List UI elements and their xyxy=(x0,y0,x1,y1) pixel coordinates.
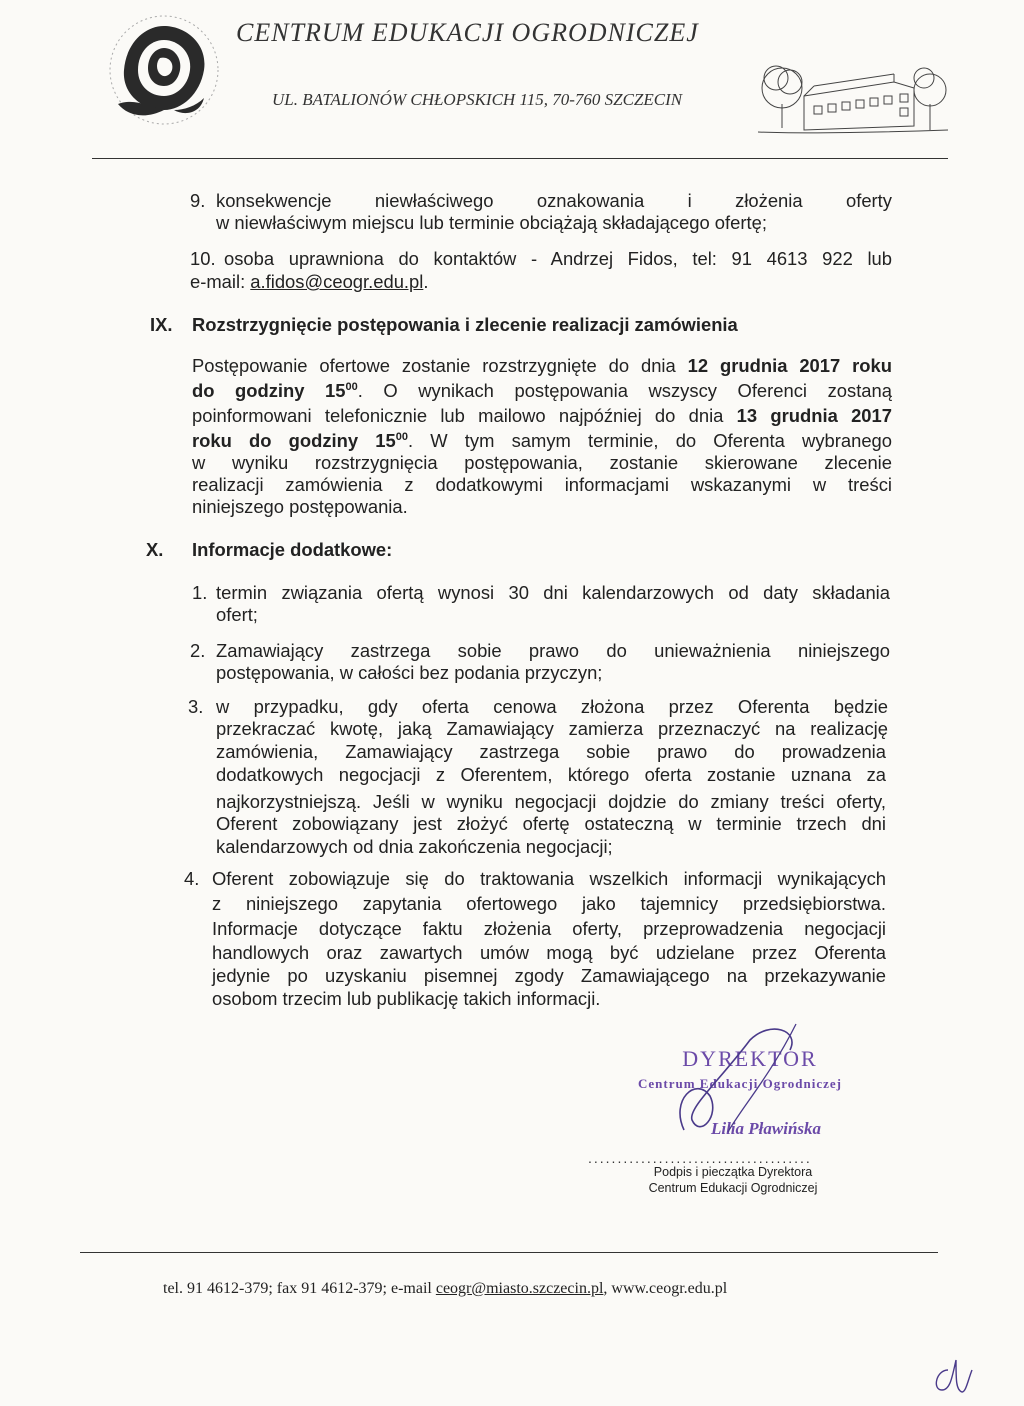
organization-name: CENTRUM EDUKACJI OGRODNICZEJ xyxy=(236,18,699,47)
school-building-drawing xyxy=(754,48,950,144)
paragraph-line: poinformowani telefonicznie lub mailowo najpóźniej do dnia 13 grudnia 2017 xyxy=(192,405,892,426)
stamp-name: Lilia Pławińska xyxy=(710,1119,822,1138)
list-item-number: 9. xyxy=(190,190,206,211)
paragraph-line: Postępowanie ofertowe zostanie rozstrzygnięte do dnia 12 grudnia 2017 roku xyxy=(192,355,892,376)
footer-divider xyxy=(80,1252,938,1253)
section-title: Informacje dodatkowe: xyxy=(192,539,393,560)
list-item-text: Oferent zobowiązuje się do traktowania wszelkich informacji wynikających xyxy=(212,868,886,889)
list-item-text: przekraczać kwotę, jaką Zamawiający zamierza przeznaczyć na realizację xyxy=(216,718,888,739)
section-number: X. xyxy=(146,539,164,560)
signature-caption: Podpis i pieczątka Dyrektora Centrum Edukacji Ogrodniczej xyxy=(648,1165,818,1195)
section-number: IX. xyxy=(150,314,173,335)
list-item-text: dodatkowych negocjacji z Oferentem, którego oferta zostanie uznana za xyxy=(216,764,886,785)
handwritten-initials xyxy=(926,1350,986,1398)
paragraph-line: w wyniku rozstrzygnięcia postępowania, zostanie skierowane zlecenie xyxy=(192,452,892,473)
rose-logo xyxy=(104,14,226,126)
list-item-text: osobom trzecim lub publikację takich informacji. xyxy=(212,988,601,1009)
list-item-text: postępowania, w całości bez podania przyczyn; xyxy=(216,662,603,683)
paragraph-line: realizacji zamówienia z dodatkowymi informacjami wskazanymi w treści xyxy=(192,474,892,495)
header-divider xyxy=(92,158,948,159)
list-item-number: 4. xyxy=(184,868,200,889)
list-item-text: najkorzystniejszą. Jeśli w wyniku negocjacji dojdzie do zmiany treści oferty, xyxy=(216,791,886,812)
list-item-number: 2. xyxy=(190,640,206,661)
list-item-text: kalendarzowych od dnia zakończenia negocjacji; xyxy=(216,836,613,857)
director-stamp xyxy=(600,1020,860,1150)
paragraph-line: do godziny $15^{00}$. O wynikach postępowania wszyscy Oferenci zostaną xyxy=(192,380,892,402)
list-item-text: z niniejszego zapytania ofertowego jako tajemnicy przedsiębiorstwa. xyxy=(212,893,886,914)
footer-contact: tel. 91 4612-379; fax 91 4612-379; e-mail ceogr@miasto.szczecin.pl, www.ceogr.edu.pl xyxy=(163,1280,728,1297)
contact-email-link[interactable]: a.fidos@ceogr.edu.pl xyxy=(250,271,424,292)
list-item-text: Oferent zobowiązany jest złożyć ofertę ostateczną w terminie trzech dni xyxy=(216,813,886,834)
list-item-text: zamówienia, Zamawiający zastrzega sobie prawo do prowadzenia xyxy=(216,741,886,762)
list-item-text: e-mail: a.fidos@ceogr.edu.pl. xyxy=(190,271,429,292)
list-item-text: Informacje dotyczące faktu złożenia oferty, przeprowadzenia negocjacji xyxy=(212,918,886,939)
stamp-title: DYREKTOR xyxy=(682,1046,818,1071)
footer-email-link[interactable]: ceogr@miasto.szczecin.pl xyxy=(435,1280,604,1297)
section-title: Rozstrzygnięcie postępowania i zlecenie realizacji zamówienia xyxy=(192,314,738,335)
list-item-text: handlowych oraz zawartych umów mogą być udzielane przez Oferenta xyxy=(212,942,886,963)
signature-line: ...................................... xyxy=(588,1150,812,1166)
list-item-number: 3. xyxy=(188,696,204,717)
list-item-text: konsekwencje niewłaściwego oznakowania i złożenia oferty xyxy=(216,190,892,211)
list-item-text: ofert; xyxy=(216,604,258,625)
list-item-text: w niewłaściwym miejscu lub terminie obciążają składającego ofertę; xyxy=(216,212,767,233)
paragraph-line: niniejszego postępowania. xyxy=(192,496,408,517)
list-item-text: jedynie po uzyskaniu pisemnej zgody Zamawiającego na przekazywanie xyxy=(212,965,886,986)
paragraph-line: roku do godziny $15^{00}$. W tym samym terminie, do Oferenta wybranego xyxy=(192,430,893,452)
stamp-organization: Centrum Edukacji Ogrodniczej xyxy=(638,1076,842,1091)
list-item-number: 1. xyxy=(192,582,208,603)
list-item-text: termin związania ofertą wynosi 30 dni kalendarzowych od daty składania xyxy=(216,582,890,603)
list-item-number: 10. xyxy=(190,248,216,269)
list-item-text: Zamawiający zastrzega sobie prawo do unieważnienia niniejszego xyxy=(216,640,890,661)
list-item-text: w przypadku, gdy oferta cenowa złożona przez Oferenta będzie xyxy=(216,696,888,717)
list-item-text: osoba uprawniona do kontaktów - Andrzej Fidos, tel: 91 4613 922 lub xyxy=(224,248,892,269)
organization-address: UL. BATALIONÓW CHŁOPSKICH 115, 70-760 SZCZECIN xyxy=(272,90,683,109)
